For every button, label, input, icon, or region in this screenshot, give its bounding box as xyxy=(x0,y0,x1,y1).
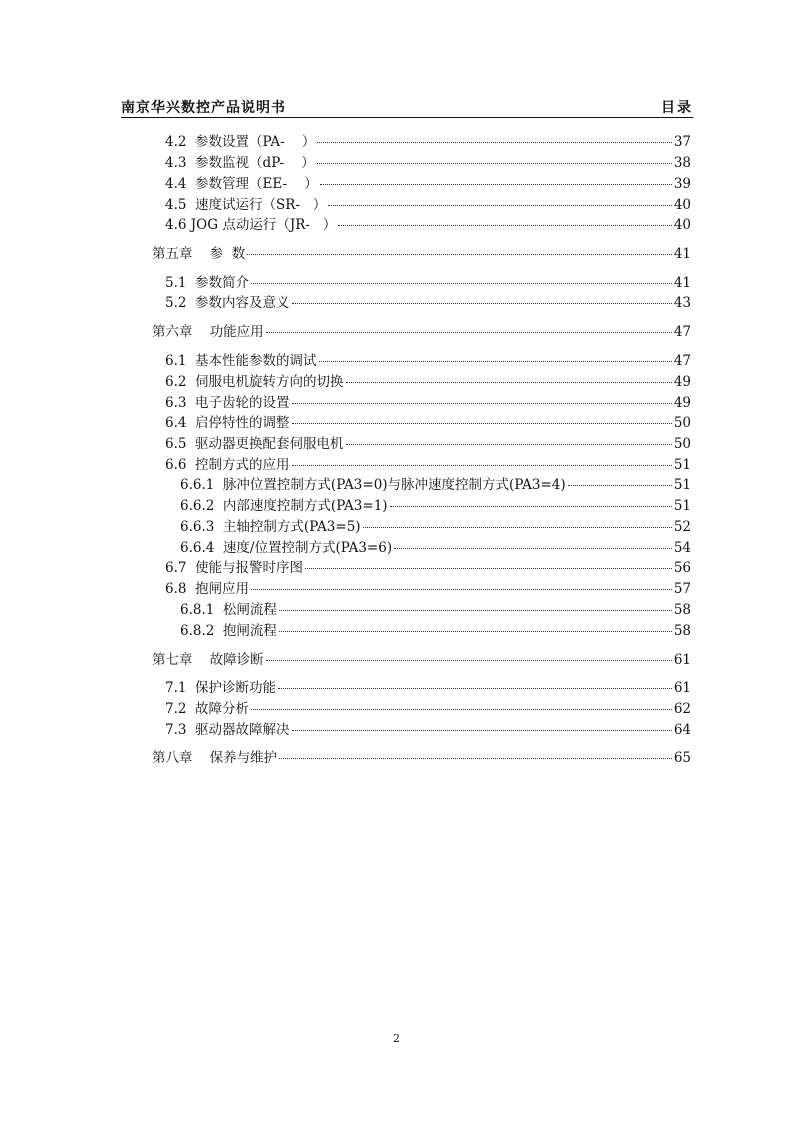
toc-entry[interactable] xyxy=(165,294,691,312)
toc-entry-title: 4.6 JOG 点动运行（JR- ） xyxy=(165,217,337,233)
leader-dots xyxy=(317,130,671,143)
toc-entry-title: 6.8.1 松闸流程 xyxy=(180,602,277,618)
page-header xyxy=(121,95,693,118)
leader-dots xyxy=(247,242,672,255)
section-title: 目录 xyxy=(661,100,693,116)
toc-entry-page: 57 xyxy=(673,581,691,597)
leader-dots xyxy=(292,718,672,731)
page-number: 2 xyxy=(393,1032,400,1045)
toc-subentry[interactable] xyxy=(180,601,691,619)
toc-entry[interactable] xyxy=(165,394,691,412)
leader-dots xyxy=(292,453,672,466)
leader-dots xyxy=(305,556,672,569)
leader-dots xyxy=(346,432,672,445)
toc-entry-title: 第五章 参 数 xyxy=(152,246,246,262)
toc-entry-page: 49 xyxy=(673,374,691,390)
toc-entry-title: 7.3 驱动器故障解决 xyxy=(165,722,290,738)
toc-chapter[interactable] xyxy=(152,749,691,767)
leader-dots xyxy=(278,676,672,689)
document-title: 南京华兴数控产品说明书 xyxy=(121,100,286,116)
leader-dots xyxy=(292,411,672,424)
toc-entry-title: 6.8.2 抱闸流程 xyxy=(180,623,277,639)
toc-entry-page: 51 xyxy=(673,477,691,493)
toc-entry-title: 7.2 故障分析 xyxy=(165,701,250,717)
toc-entry[interactable] xyxy=(165,373,691,391)
toc-subentry[interactable] xyxy=(180,622,691,640)
toc-entry-title: 7.1 保护诊断功能 xyxy=(165,680,277,696)
toc-entry-page: 58 xyxy=(673,602,691,618)
toc-entry[interactable] xyxy=(165,679,691,697)
toc-entry-title: 第七章 故障诊断 xyxy=(152,652,264,668)
toc-entry[interactable] xyxy=(165,414,691,432)
toc-entry-page: 50 xyxy=(673,415,691,431)
leader-dots xyxy=(394,536,672,549)
toc-entry-page: 39 xyxy=(673,176,691,192)
toc-entry-page: 62 xyxy=(673,701,691,717)
toc-subentry[interactable] xyxy=(180,497,691,515)
toc-entry-page: 49 xyxy=(673,395,691,411)
leader-dots xyxy=(338,213,671,226)
toc-entry[interactable] xyxy=(165,154,691,172)
toc-subentry[interactable] xyxy=(180,539,691,557)
toc-entry-title: 第八章 保养与维护 xyxy=(152,750,278,766)
toc-entry-page: 61 xyxy=(673,652,691,668)
toc-subentry[interactable] xyxy=(180,476,691,494)
toc-entry[interactable] xyxy=(165,274,691,292)
toc-entry-page: 41 xyxy=(673,275,691,291)
toc-entry-page: 40 xyxy=(673,217,691,233)
toc-chapter[interactable] xyxy=(152,323,691,341)
leader-dots xyxy=(568,473,672,486)
toc-entry-title: 4.2 参数设置（PA- ） xyxy=(165,134,316,150)
toc-entry-title: 6.7 使能与报警时序图 xyxy=(165,560,304,576)
toc-entry-title: 6.6.1 脉冲位置控制方式(PA3=0)与脉冲速度控制方式(PA3=4) xyxy=(180,477,566,493)
toc-entry-page: 50 xyxy=(673,436,691,452)
leader-dots xyxy=(317,151,672,164)
toc-entry-page: 47 xyxy=(673,324,691,340)
toc-entry-page: 51 xyxy=(673,457,691,473)
toc-entry-title: 第六章 功能应用 xyxy=(152,324,264,340)
toc-entry-title: 4.4 参数管理（EE- ） xyxy=(165,176,318,192)
leader-dots xyxy=(279,598,672,611)
toc-entry-title: 6.6.3 主轴控制方式(PA3=5) xyxy=(180,519,361,535)
toc-entry-title: 5.1 参数简介 xyxy=(165,275,250,291)
toc-entry-page: 40 xyxy=(673,197,691,213)
toc-entry[interactable] xyxy=(165,435,691,453)
leader-dots xyxy=(266,648,672,661)
toc-entry-page: 56 xyxy=(673,560,691,576)
leader-dots xyxy=(266,320,672,333)
leader-dots xyxy=(390,494,672,507)
toc-entry-page: 64 xyxy=(673,722,691,738)
toc-entry-page: 38 xyxy=(673,155,691,171)
toc-entry-page: 47 xyxy=(673,353,691,369)
toc-entry-title: 6.1 基本性能参数的调试 xyxy=(165,353,317,369)
leader-dots xyxy=(279,619,672,632)
toc-chapter[interactable] xyxy=(152,245,691,263)
toc-entry-page: 51 xyxy=(673,498,691,514)
toc-entry[interactable] xyxy=(165,559,691,577)
toc-subentry[interactable] xyxy=(180,518,691,536)
toc-entry-page: 58 xyxy=(673,623,691,639)
leader-dots xyxy=(251,271,672,284)
leader-dots xyxy=(328,193,671,206)
toc-entry-title: 4.5 速度试运行（SR- ） xyxy=(165,197,327,213)
toc-entry-title: 6.4 启停特性的调整 xyxy=(165,415,290,431)
toc-entry-page: 43 xyxy=(673,295,691,311)
toc-entry[interactable] xyxy=(165,580,691,598)
toc-entry[interactable] xyxy=(165,456,691,474)
toc-entry[interactable] xyxy=(165,133,691,151)
toc-entry-title: 6.5 驱动器更换配套伺服电机 xyxy=(165,436,344,452)
leader-dots xyxy=(346,370,672,383)
toc-entry-page: 54 xyxy=(673,540,691,556)
toc-chapter[interactable] xyxy=(152,651,691,669)
leader-dots xyxy=(363,515,672,528)
leader-dots xyxy=(251,697,672,710)
toc-entry[interactable] xyxy=(165,216,691,234)
toc-entry[interactable] xyxy=(165,721,691,739)
toc-entry[interactable] xyxy=(165,175,691,193)
leader-dots xyxy=(319,349,672,362)
toc-entry-title: 6.3 电子齿轮的设置 xyxy=(165,395,290,411)
toc-entry[interactable] xyxy=(165,700,691,718)
toc-entry[interactable] xyxy=(165,352,691,370)
leader-dots xyxy=(292,291,672,304)
leader-dots xyxy=(320,172,672,185)
toc-entry-title: 6.6.4 速度/位置控制方式(PA3=6) xyxy=(180,540,393,556)
toc-entry-page: 41 xyxy=(673,246,691,262)
toc-entry[interactable] xyxy=(165,196,691,214)
leader-dots xyxy=(279,746,672,759)
toc-entry-title: 6.2 伺服电机旋转方向的切换 xyxy=(165,374,344,390)
toc-entry-page: 61 xyxy=(673,680,691,696)
leader-dots xyxy=(251,577,672,590)
toc-entry-title: 4.3 参数监视（dP- ） xyxy=(165,155,315,171)
toc-entry-page: 65 xyxy=(673,750,691,766)
toc-entry-title: 5.2 参数内容及意义 xyxy=(165,295,290,311)
leader-dots xyxy=(292,391,672,404)
toc-entry-title: 6.8 抱闸应用 xyxy=(165,581,250,597)
toc-entry-title: 6.6.2 内部速度控制方式(PA3=1) xyxy=(180,498,388,514)
toc-entry-page: 37 xyxy=(673,134,691,150)
toc-entry-page: 52 xyxy=(673,519,691,535)
toc-entry-title: 6.6 控制方式的应用 xyxy=(165,457,290,473)
